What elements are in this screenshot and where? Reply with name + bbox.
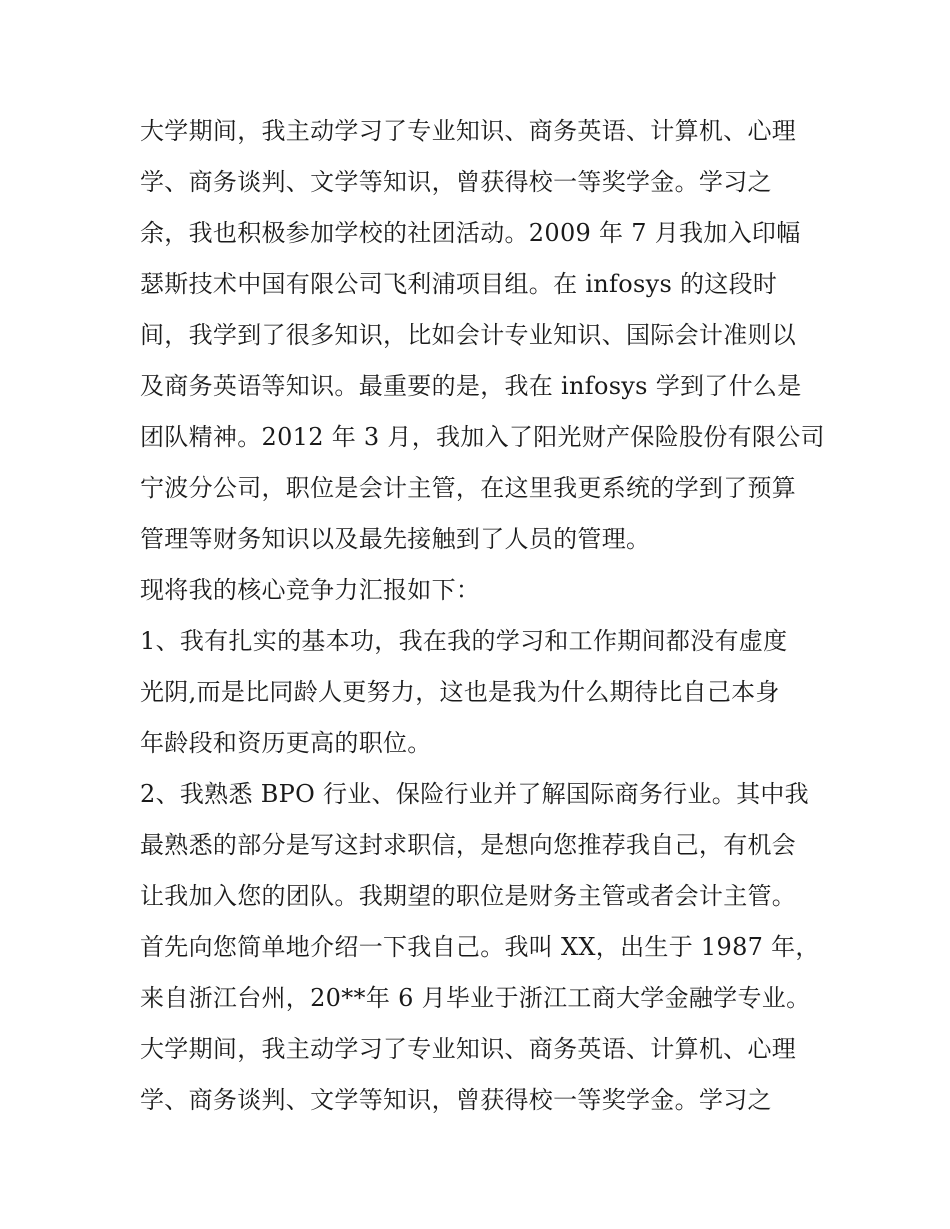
text-line: 余，我也积极参加学校的社团活动。2009 年 7 月我加入印幅	[140, 219, 801, 247]
text-line: 间，我学到了很多知识，比如会计专业知识、国际会计准则以	[140, 321, 797, 349]
text-line: 团队精神。2012 年 3 月，我加入了阳光财产保险股份有限公司	[140, 423, 825, 451]
text-line: 瑟斯技术中国有限公司飞利浦项目组。在 infosys 的这段时	[140, 270, 778, 298]
text-line: 2、我熟悉 BPO 行业、保险行业并了解国际商务行业。其中我	[140, 780, 809, 808]
text-line: 首先向您简单地介绍一下我自己。我叫 XX，出生于 1987 年，	[140, 933, 820, 961]
text-line: 光阴,而是比同龄人更努力，这也是我为什么期待比自己本身	[140, 678, 780, 706]
text-line: 年龄段和资历更高的职位。	[140, 729, 432, 757]
text-line: 让我加入您的团队。我期望的职位是财务主管或者会计主管。	[140, 882, 797, 910]
text-line: 及商务英语等知识。最重要的是，我在 infosys 学到了什么是	[140, 372, 802, 400]
text-line: 学、商务谈判、文学等知识，曾获得校一等奖学金。学习之	[140, 1086, 772, 1114]
text-line: 大学期间，我主动学习了专业知识、商务英语、计算机、心理	[140, 1035, 797, 1063]
text-line: 学、商务谈判、文学等知识，曾获得校一等奖学金。学习之	[140, 168, 772, 196]
text-line: 1、我有扎实的基本功，我在我的学习和工作期间都没有虚度	[140, 627, 788, 655]
text-line: 现将我的核心竞争力汇报如下：	[140, 576, 481, 604]
text-line: 大学期间，我主动学习了专业知识、商务英语、计算机、心理	[140, 117, 797, 145]
text-line: 宁波分公司，职位是会计主管，在这里我更系统的学到了预算	[140, 474, 797, 502]
text-line: 来自浙江台州，20**年 6 月毕业于浙江工商大学金融学专业。	[140, 984, 811, 1012]
text-line: 最熟悉的部分是写这封求职信，是想向您推荐我自己，有机会	[140, 831, 797, 859]
text-line: 管理等财务知识以及最先接触到了人员的管理。	[140, 525, 651, 553]
body-text	[140, 108, 825, 1128]
